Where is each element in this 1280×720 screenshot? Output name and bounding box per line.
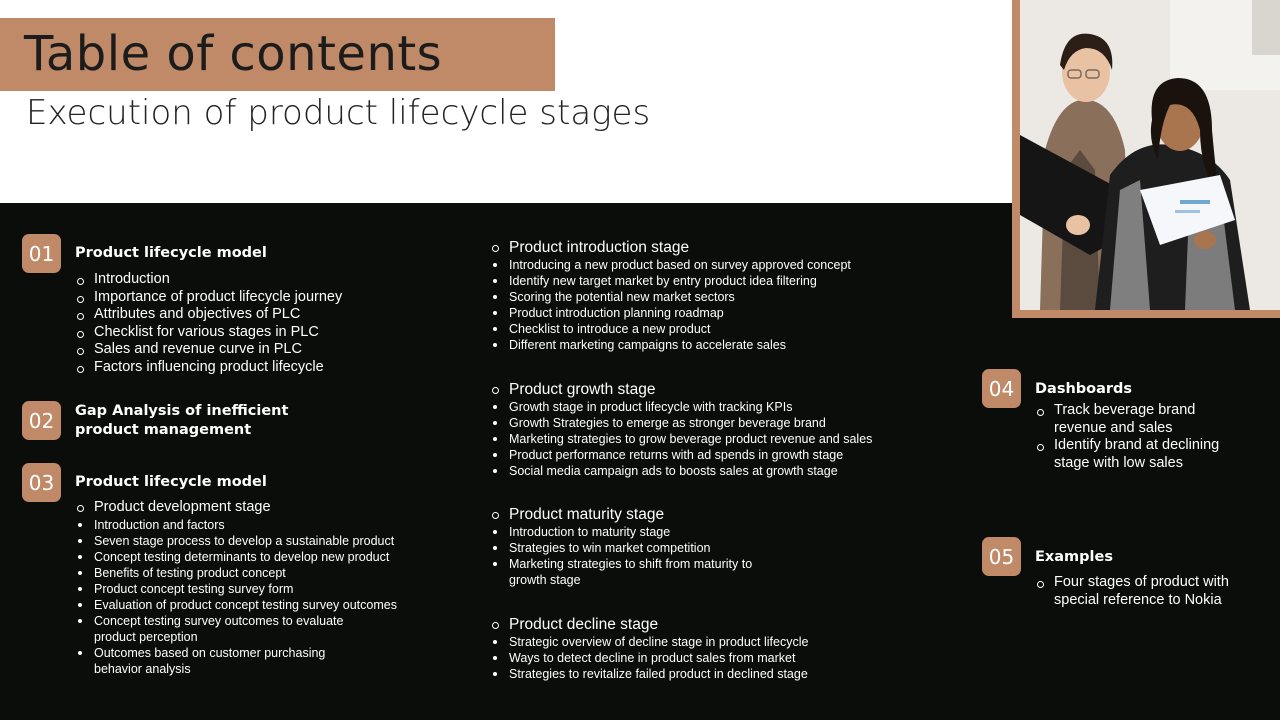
list-item: Concept testing survey outcomes to evaluate product perception — [75, 613, 375, 645]
section-title-line: product management — [75, 422, 252, 438]
section-title: Product lifecycle model — [75, 245, 267, 261]
stage-heading: Product decline stage — [490, 615, 950, 634]
stage-list — [490, 634, 950, 682]
page-subtitle: Execution of product lifecycle stages — [26, 93, 651, 133]
stage-heading: Product introduction stage — [490, 238, 950, 257]
stage-maturity — [490, 505, 950, 588]
list-item: Product performance returns with ad spends in growth stage — [490, 447, 950, 463]
list-item: Checklist to introduce a new product — [490, 321, 950, 337]
stage-heading: Product growth stage — [490, 380, 950, 399]
list-item: Checklist for various stages in PLC — [75, 324, 435, 342]
list-item: Different marketing campaigns to accelerate sales — [490, 337, 950, 353]
list-item: Social media campaign ads to boosts sales at growth stage — [490, 463, 950, 479]
section-list — [75, 271, 435, 377]
list-item: Marketing strategies to grow beverage product revenue and sales — [490, 431, 950, 447]
section-number-badge: 05 — [982, 537, 1021, 576]
list-item: Introduction to maturity stage — [490, 524, 950, 540]
list-item: Product concept testing survey form — [75, 581, 415, 597]
stage-heading: Product maturity stage — [490, 505, 950, 524]
list-item: Scoring the potential new market sectors — [490, 289, 950, 305]
list-item: Product introduction planning roadmap — [490, 305, 950, 321]
section-number-badge: 04 — [982, 369, 1021, 408]
list-item: Growth Strategies to emerge as stronger beverage brand — [490, 415, 950, 431]
list-item: Identify brand at declining stage with low sales — [1035, 437, 1245, 472]
section-list — [1035, 574, 1245, 609]
list-item: Strategic overview of decline stage in product lifecycle — [490, 634, 950, 650]
section-list — [1035, 402, 1245, 472]
sub-stage — [75, 498, 455, 677]
sub-stage-list — [75, 517, 415, 677]
list-item: Evaluation of product concept testing survey outcomes — [75, 597, 415, 613]
section-number-badge: 01 — [22, 234, 61, 273]
list-item: Introducing a new product based on survey approved concept — [490, 257, 950, 273]
section-number-badge: 03 — [22, 463, 61, 502]
list-item: Importance of product lifecycle journey — [75, 289, 435, 307]
list-item: Factors influencing product lifecycle — [75, 359, 435, 377]
section-title: Product lifecycle model — [75, 474, 267, 490]
stage-decline — [490, 615, 950, 682]
list-item: Concept testing determinants to develop new product — [75, 549, 415, 565]
list-item: Introduction and factors — [75, 517, 415, 533]
list-item: Seven stage process to develop a sustainable product — [75, 533, 415, 549]
list-item: Benefits of testing product concept — [75, 565, 415, 581]
stage-growth — [490, 380, 950, 479]
list-item: Four stages of product with special reference to Nokia — [1035, 574, 1245, 609]
page-title: Table of contents — [24, 26, 443, 82]
list-item: Marketing strategies to shift from maturity to growth stage — [490, 556, 775, 588]
stage-list — [490, 399, 950, 479]
stage-list — [490, 524, 950, 588]
sub-stage-heading: Product development stage — [75, 498, 455, 517]
list-item: Introduction — [75, 271, 435, 289]
list-item: Identify new target market by entry product idea filtering — [490, 273, 950, 289]
stage-list — [490, 257, 950, 353]
list-item: Attributes and objectives of PLC — [75, 306, 435, 324]
business-women-photo — [1020, 0, 1280, 310]
section-title-line: Gap Analysis of inefficient — [75, 403, 289, 419]
list-item: Outcomes based on customer purchasing behavior analysis — [75, 645, 365, 677]
section-title: Examples — [1035, 549, 1113, 565]
stage-introduction — [490, 238, 950, 353]
section-number-badge: 02 — [22, 401, 61, 440]
list-item: Strategies to revitalize failed product in declined stage — [490, 666, 950, 682]
list-item: Sales and revenue curve in PLC — [75, 341, 435, 359]
list-item: Growth stage in product lifecycle with tracking KPIs — [490, 399, 950, 415]
list-item: Strategies to win market competition — [490, 540, 950, 556]
section-title: Dashboards — [1035, 381, 1133, 397]
list-item: Track beverage brand revenue and sales — [1035, 402, 1245, 437]
list-item: Ways to detect decline in product sales from market — [490, 650, 950, 666]
